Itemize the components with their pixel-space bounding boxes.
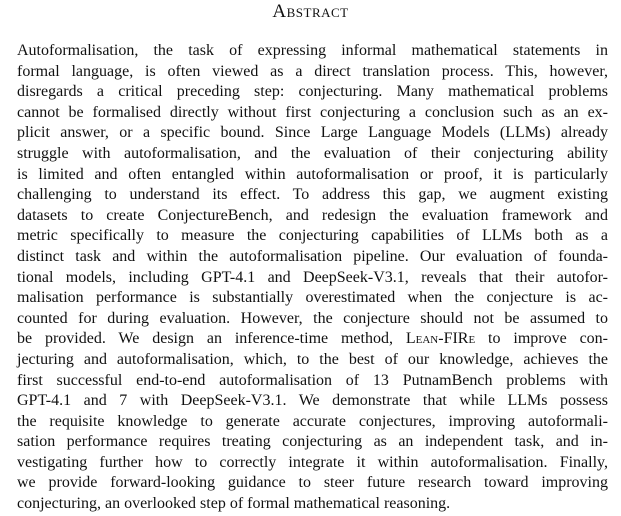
abstract-line: metric specifically to measure the conjecturing capabilities of LLMs both as a	[17, 227, 608, 245]
abstract-body	[17, 41, 608, 515]
abstract-line: vestigating further how to correctly integrate it within autoformalisation. Finally,	[17, 453, 608, 471]
abstract-line: jecturing and autoformalisation, which, to the best of our knowledge, achieves the	[17, 350, 608, 368]
abstract-line: datasets to create ConjectureBench, and redesign the evaluation framework and	[17, 206, 608, 224]
abstract-line-last: conjecturing, an overlooked step of formal mathematical reasoning.	[17, 495, 451, 513]
abstract-line: is limited and often entangled within autoformalisation or proof, it is particularly	[17, 165, 608, 183]
abstract-line: disregards a critical preceding step: conjecturing. Many mathematical problems	[17, 83, 608, 101]
abstract-line: counted for during evaluation. However, the conjecture should not be assumed to	[17, 309, 608, 327]
abstract-line: formal language, is often viewed as a direct translation process. This, however,	[17, 62, 608, 80]
abstract-line: sation performance requires treating conjecturing as an independent task, and in-	[17, 433, 608, 451]
abstract-line: struggle with autoformalisation, and the evaluation of their conjecturing ability	[17, 144, 608, 162]
abstract-line: the requisite knowledge to generate accurate conjectures, improving autoformali-	[17, 412, 608, 430]
line-text-after: to improve con-	[475, 330, 608, 348]
abstract-line: Autoformalisation, the task of expressing informal mathematical statements in	[17, 42, 608, 59]
abstract-line: plicit answer, or a specific bound. Since Large Language Models (LLMs) already	[17, 124, 608, 142]
abstract-line: tional models, including GPT-4.1 and DeepSeek-V3.1, reveals that their autofor-	[17, 268, 608, 286]
line-text-before: be provided. We design an inference-time method,	[17, 330, 406, 348]
abstract-line: malisation performance is substantially overestimated when the conjecture is ac-	[17, 289, 608, 307]
abstract-line-method	[17, 329, 608, 350]
abstract-line: cannot be formalised directly without first conjecturing a conclusion such as an ex-	[17, 103, 608, 121]
section-heading: Abstract	[272, 1, 349, 22]
abstract-line: we provide forward-looking guidance to steer future research toward improving	[17, 474, 608, 492]
method-name: Lean-FIRe	[405, 330, 476, 348]
abstract-line: challenging to understand its effect. To address this gap, we augment existing	[17, 186, 608, 204]
abstract-line: first successful end-to-end autoformalisation of 13 PutnamBench problems with	[17, 371, 608, 389]
abstract-line: distinct task and within the autoformalisation pipeline. Our evaluation of founda-	[17, 247, 608, 265]
abstract-line: GPT-4.1 and 7 with DeepSeek-V3.1. We demonstrate that while LLMs possess	[17, 392, 608, 410]
